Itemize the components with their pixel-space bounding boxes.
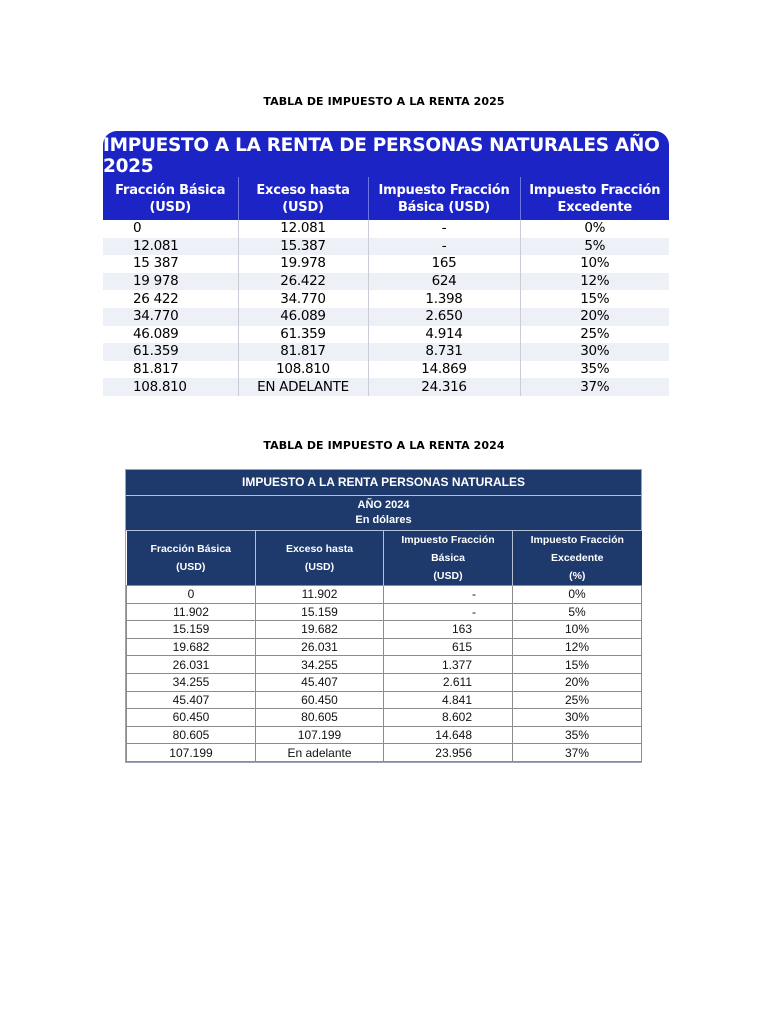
table-cell: 46.089: [103, 326, 238, 344]
table-cell: 11.902: [256, 586, 384, 604]
header-line: Impuesto Fracción: [530, 534, 624, 546]
table-cell: 4.914: [368, 326, 520, 344]
table-cell: 81.817: [103, 361, 238, 379]
table-cell: 34.255: [127, 673, 256, 691]
table-row: [127, 638, 642, 656]
table-cell: 20%: [513, 673, 642, 691]
header-line: Impuesto Fracción: [529, 182, 661, 198]
table-cell: 61.359: [238, 326, 368, 344]
header-line: Impuesto Fracción: [378, 182, 510, 198]
table-cell: 19.682: [127, 638, 256, 656]
caption-2024: TABLA DE IMPUESTO A LA RENTA 2024: [263, 439, 505, 452]
table-cell: 0: [103, 220, 238, 238]
table-cell: 37%: [520, 378, 669, 396]
table-cell: 5%: [520, 238, 669, 256]
table-2024-grid: [126, 531, 642, 762]
table-cell: 11.902: [127, 603, 256, 621]
table-row: [127, 586, 642, 604]
header-line: (USD): [176, 561, 206, 573]
table-cell: 107.199: [127, 744, 256, 762]
table-cell: 12%: [520, 273, 669, 291]
table-cell: 12%: [513, 638, 642, 656]
table-cell: 4.841: [384, 691, 513, 709]
table-row: [103, 378, 669, 396]
table-cell: 15.159: [256, 603, 384, 621]
table-cell: -: [384, 586, 513, 604]
table-cell: 163: [384, 621, 513, 639]
table-cell: 80.605: [256, 709, 384, 727]
table-row: [103, 308, 669, 326]
table-cell: 45.407: [256, 673, 384, 691]
table-cell: En adelante: [256, 744, 384, 762]
header-line: Excedente: [550, 552, 604, 564]
table-cell: 624: [368, 273, 520, 291]
table-2025-header-col4: [520, 177, 669, 220]
table-cell: 45.407: [127, 691, 256, 709]
table-2024-header-col2: [256, 531, 384, 586]
table-cell: 20%: [520, 308, 669, 326]
table-cell: 30%: [520, 343, 669, 361]
table-row: [103, 290, 669, 308]
table-cell: 2.650: [368, 308, 520, 326]
table-cell: 0: [127, 586, 256, 604]
table-cell: 35%: [513, 726, 642, 744]
table-row: [127, 709, 642, 727]
header-line: (USD): [149, 199, 192, 215]
header-line: Fracción Básica: [150, 543, 232, 555]
table-cell: 25%: [513, 691, 642, 709]
table-cell: 14.869: [368, 361, 520, 379]
table-cell: 23.956: [384, 744, 513, 762]
table-row: [103, 326, 669, 344]
table-cell: 8.731: [368, 343, 520, 361]
table-2024-header-col1: [127, 531, 256, 586]
header-line: Fracción Básica: [115, 182, 226, 198]
table-cell: 1.398: [368, 290, 520, 308]
table-cell: 80.605: [127, 726, 256, 744]
table-cell: 108.810: [103, 378, 238, 396]
table-cell: 12.081: [238, 220, 368, 238]
table-cell: 34.255: [256, 656, 384, 674]
table-cell: 37%: [513, 744, 642, 762]
table-2025-header-col1: [103, 177, 238, 220]
table-row: [103, 361, 669, 379]
table-2025-banner: IMPUESTO A LA RENTA DE PERSONAS NATURALES AÑO 2025: [103, 131, 669, 177]
table-cell: 30%: [513, 709, 642, 727]
table-cell: 60.450: [127, 709, 256, 727]
table-row: [103, 255, 669, 273]
table-cell: -: [368, 220, 520, 238]
table-cell: 19 978: [103, 273, 238, 291]
table-2024-header-col3: [384, 531, 513, 586]
table-cell: 24.316: [368, 378, 520, 396]
table-row: [127, 726, 642, 744]
table-cell: 14.648: [384, 726, 513, 744]
header-line: Impuesto Fracción: [401, 534, 495, 546]
table-cell: 8.602: [384, 709, 513, 727]
table-cell: 25%: [520, 326, 669, 344]
header-line: Exceso hasta: [256, 182, 350, 198]
table-row: [127, 691, 642, 709]
table-cell: 26 422: [103, 290, 238, 308]
table-cell: 19.682: [256, 621, 384, 639]
table-cell: 15.159: [127, 621, 256, 639]
table-cell: 26.422: [238, 273, 368, 291]
table-cell: 0%: [520, 220, 669, 238]
tax-table-2024: [125, 469, 642, 763]
table-cell: 2.611: [384, 673, 513, 691]
table-row: [127, 656, 642, 674]
table-cell: 15%: [520, 290, 669, 308]
table-2025-header-col3: [368, 177, 520, 220]
table-row: [127, 744, 642, 762]
table-row: [127, 603, 642, 621]
header-line: Excedente: [557, 199, 632, 215]
table-cell: 26.031: [256, 638, 384, 656]
table-cell: 15 387: [103, 255, 238, 273]
table-cell: 60.450: [256, 691, 384, 709]
table-cell: 81.817: [238, 343, 368, 361]
table-cell: 46.089: [238, 308, 368, 326]
table-cell: 10%: [520, 255, 669, 273]
table-row: [103, 220, 669, 238]
table-cell: 5%: [513, 603, 642, 621]
table-cell: EN ADELANTE: [238, 378, 368, 396]
header-line: Exceso hasta: [285, 543, 354, 555]
table-cell: 35%: [520, 361, 669, 379]
table-cell: 34.770: [238, 290, 368, 308]
tax-table-2025: [103, 131, 669, 396]
table-row: [103, 273, 669, 291]
table-cell: 34.770: [103, 308, 238, 326]
table-cell: 615: [384, 638, 513, 656]
table-cell: 165: [368, 255, 520, 273]
header-line: (%): [569, 570, 586, 582]
table-2025-grid: [103, 177, 669, 396]
table-cell: -: [368, 238, 520, 256]
table-2024-subtitle: [126, 496, 641, 531]
table-2024-currency: En dólares: [355, 514, 412, 526]
header-line: (USD): [282, 199, 324, 215]
table-cell: 0%: [513, 586, 642, 604]
table-cell: 19.978: [238, 255, 368, 273]
header-line: Básica (USD): [397, 199, 491, 215]
table-cell: 107.199: [256, 726, 384, 744]
table-2025-header-col2: [238, 177, 368, 220]
header-line: Básica: [431, 552, 465, 564]
table-cell: 12.081: [103, 238, 238, 256]
table-cell: 26.031: [127, 656, 256, 674]
table-cell: 15.387: [238, 238, 368, 256]
table-cell: -: [384, 603, 513, 621]
table-2024-header-col4: [513, 531, 642, 586]
table-row: [127, 621, 642, 639]
table-2024-title: IMPUESTO A LA RENTA PERSONAS NATURALES: [126, 470, 641, 496]
table-row: [103, 343, 669, 361]
table-row: [103, 238, 669, 256]
header-line: (USD): [433, 570, 463, 582]
table-row: [127, 673, 642, 691]
table-cell: 108.810: [238, 361, 368, 379]
table-cell: 10%: [513, 621, 642, 639]
header-line: (USD): [304, 561, 335, 573]
table-cell: 1.377: [384, 656, 513, 674]
table-cell: 15%: [513, 656, 642, 674]
table-cell: 61.359: [103, 343, 238, 361]
table-2024-year: AÑO 2024: [357, 499, 410, 511]
caption-2025: TABLA DE IMPUESTO A LA RENTA 2025: [263, 95, 505, 108]
